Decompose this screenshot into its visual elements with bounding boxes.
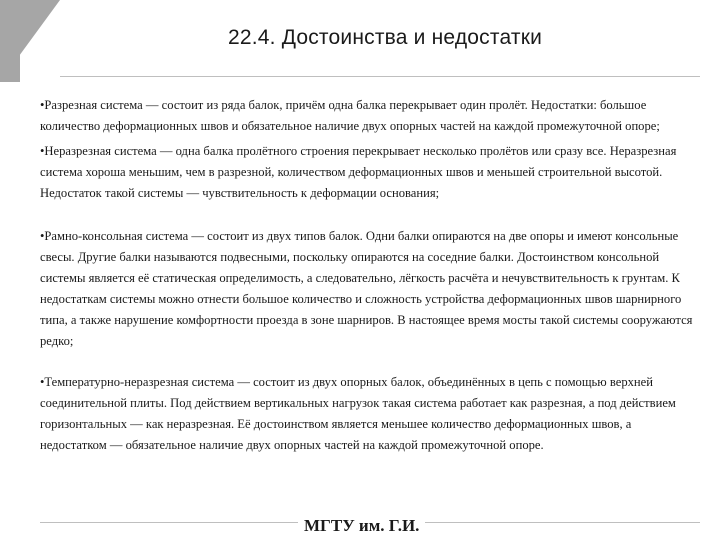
paragraph-split-system: •Разрезная система — состоит из ряда балок, причём одна балка перекрывает один пролёт. Недостатки: большое количество деформационных швов и обязательное наличие двух опорных частей на каждой промежуточной опоре; <box>40 98 660 133</box>
footer-institution: МГТУ им. Г.И. <box>298 516 425 536</box>
slide-body <box>40 95 700 456</box>
title-divider <box>60 76 700 77</box>
corner-decoration-strip <box>0 42 20 82</box>
slide-title: 22.4. Достоинства и недостатки <box>227 26 543 49</box>
paragraph-thermal-continuous-system: •Температурно-неразрезная система — состоит из двух опорных балок, объединённых в цепь с помощью верхней соединительной плиты. Под действием вертикальных нагрузок такая система работает как разрезная, а под действием горизонтальных — как неразрезная. Её достоинством является меньшее количество деформационных швов, а недостатком — обязательное наличие двух опорных частей на каждой промежуточной опоре. <box>40 375 676 452</box>
paragraph-continuous-system: •Неразрезная система — одна балка пролётного строения перекрывает несколько пролётов или сразу все. Неразрезная система хороша меньшим, чем в разрезной, количеством деформационных швов и меньшей строительной высотой. Недостаток такой системы — чувствительность к деформации основания; <box>40 144 677 200</box>
paragraph-cantilever-system: •Рамно-консольная система — состоит из двух типов балок. Одни балки опираются на две опоры и имеют консольные свесы. Другие балки называются подвесными, поскольку опираются на соседние балки. Достоинством консольной системы является её статическая определимость, а следовательно, лёгкость расчёта и нечувствительность к грунтам. К недостаткам системы можно отнести большое количество и сложность устройства деформационных швов шарнирного типа, а также нарушение комфортности проезда в зоне шарниров. В настоящее время мосты такой системы сооружаются редко; <box>40 229 693 348</box>
